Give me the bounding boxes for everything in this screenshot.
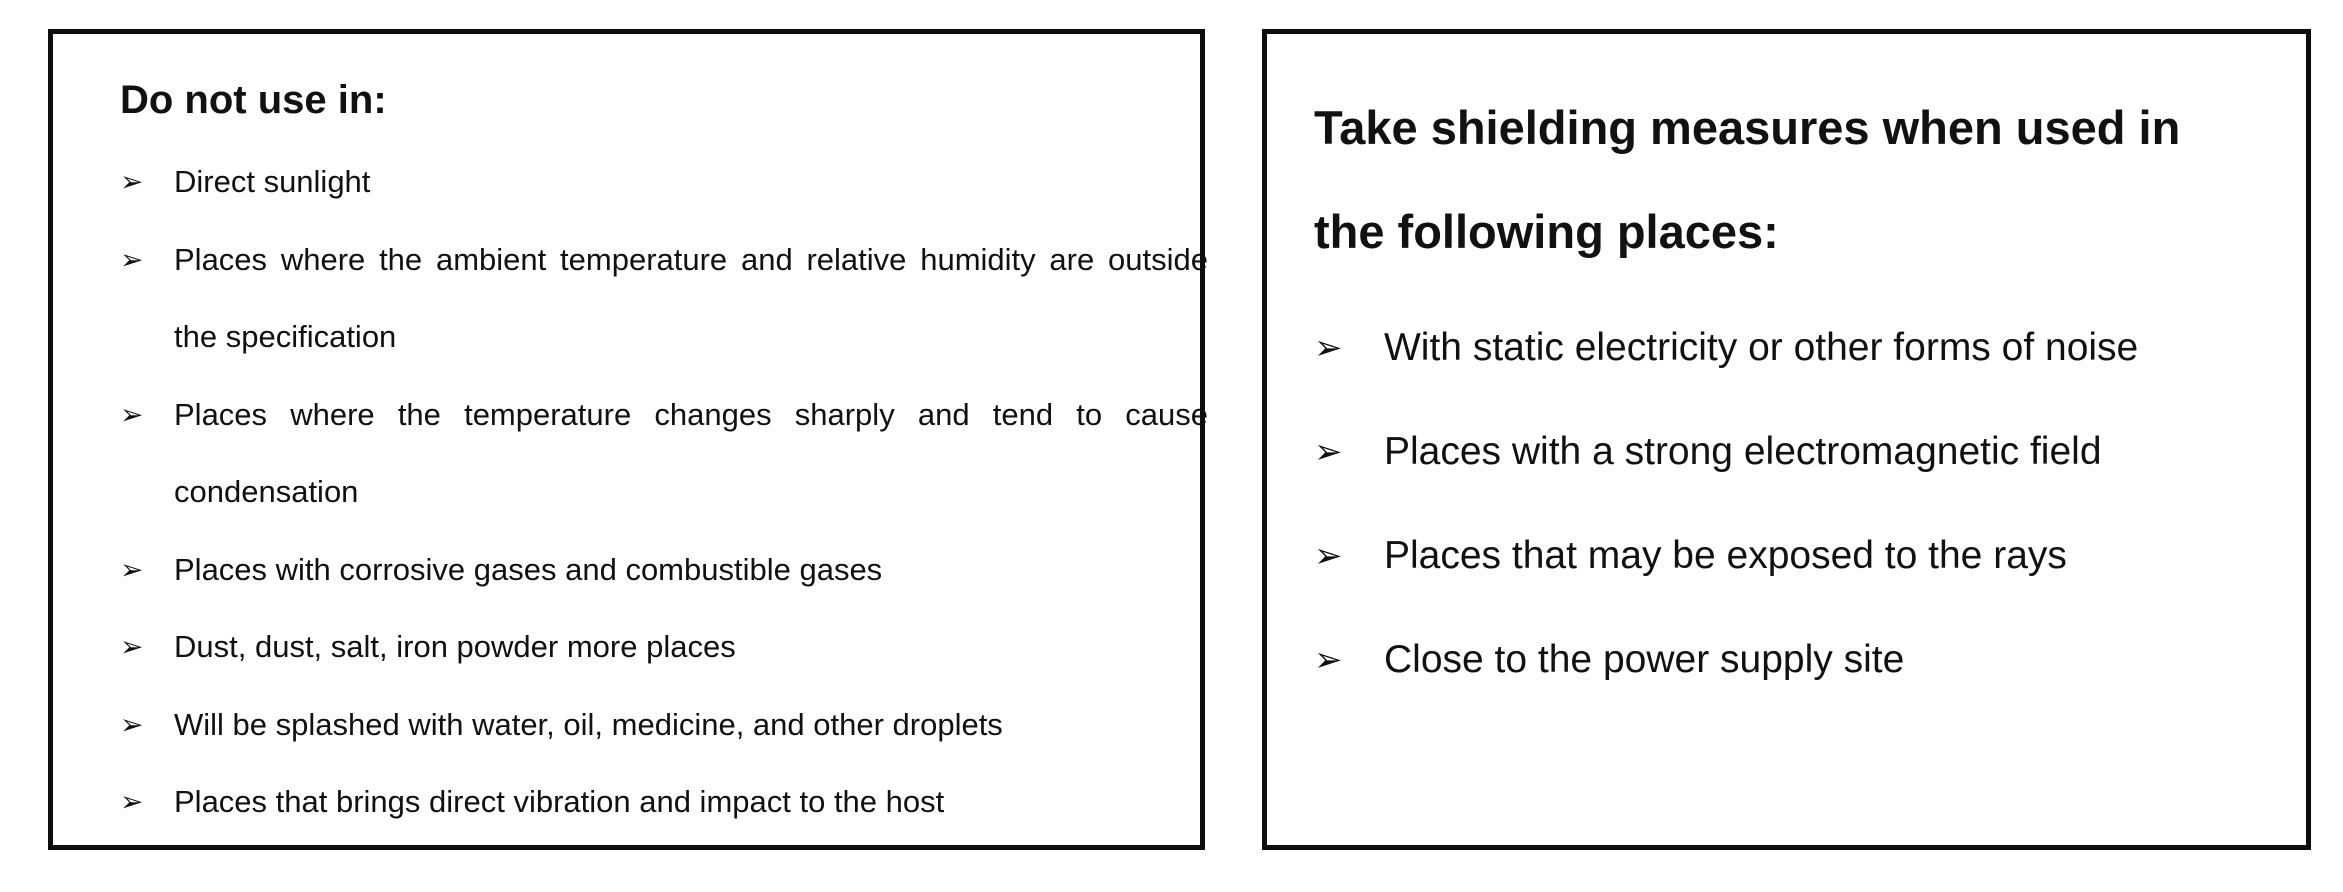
arrow-bullet-icon: ➢ <box>120 708 144 740</box>
list-item-text: Will be splashed with water, oil, medicine, and other droplets <box>174 706 1003 742</box>
arrow-bullet-icon: ➢ <box>1314 329 1343 367</box>
list-item <box>120 531 1208 609</box>
shielding-measures-panel <box>1262 29 2311 850</box>
arrow-bullet-icon: ➢ <box>120 631 144 662</box>
list-item-text: Places with a strong electromagnetic field <box>1384 430 2102 473</box>
arrow-bullet-icon: ➢ <box>120 398 144 430</box>
shielding-measures-title: Take shielding measures when used in the following places: <box>1314 101 2181 258</box>
list-item <box>1314 296 2274 400</box>
shielding-measures-list <box>1314 296 2274 712</box>
list-item-text: Places where the temperature changes sharply and tend to cause condensation <box>174 396 1208 509</box>
list-item-text: Direct sunlight <box>174 164 371 199</box>
list-item <box>120 608 1208 686</box>
list-item <box>1314 504 2274 608</box>
do-not-use-panel <box>48 29 1208 850</box>
list-item-text: Close to the power supply site <box>1384 638 1905 681</box>
list-item <box>1314 608 2274 712</box>
list-item <box>120 376 1208 531</box>
arrow-bullet-icon: ➢ <box>120 243 144 275</box>
arrow-bullet-icon: ➢ <box>120 166 144 197</box>
arrow-bullet-icon: ➢ <box>1314 641 1343 679</box>
list-item-text: With static electricity or other forms of noise <box>1384 326 2139 369</box>
list-item <box>120 143 1208 221</box>
list-item <box>1314 400 2274 504</box>
list-item <box>120 763 1208 841</box>
arrow-bullet-icon: ➢ <box>1314 433 1343 471</box>
list-item-text: Places where the ambient temperature and relative humidity are outside the specification <box>174 241 1208 354</box>
list-item-text: Dust, dust, salt, iron powder more places <box>174 629 736 664</box>
list-item-text: Places that may be exposed to the rays <box>1384 534 2067 577</box>
list-item-text: Places with corrosive gases and combustible gases <box>174 551 883 587</box>
list-item <box>120 686 1208 764</box>
arrow-bullet-icon: ➢ <box>1314 537 1343 575</box>
do-not-use-list <box>120 143 1208 841</box>
list-item <box>120 221 1208 376</box>
arrow-bullet-icon: ➢ <box>120 553 144 585</box>
list-item-text: Places that brings direct vibration and impact to the host <box>174 784 945 819</box>
do-not-use-title: Do not use in: <box>120 78 387 122</box>
arrow-bullet-icon: ➢ <box>120 786 144 817</box>
